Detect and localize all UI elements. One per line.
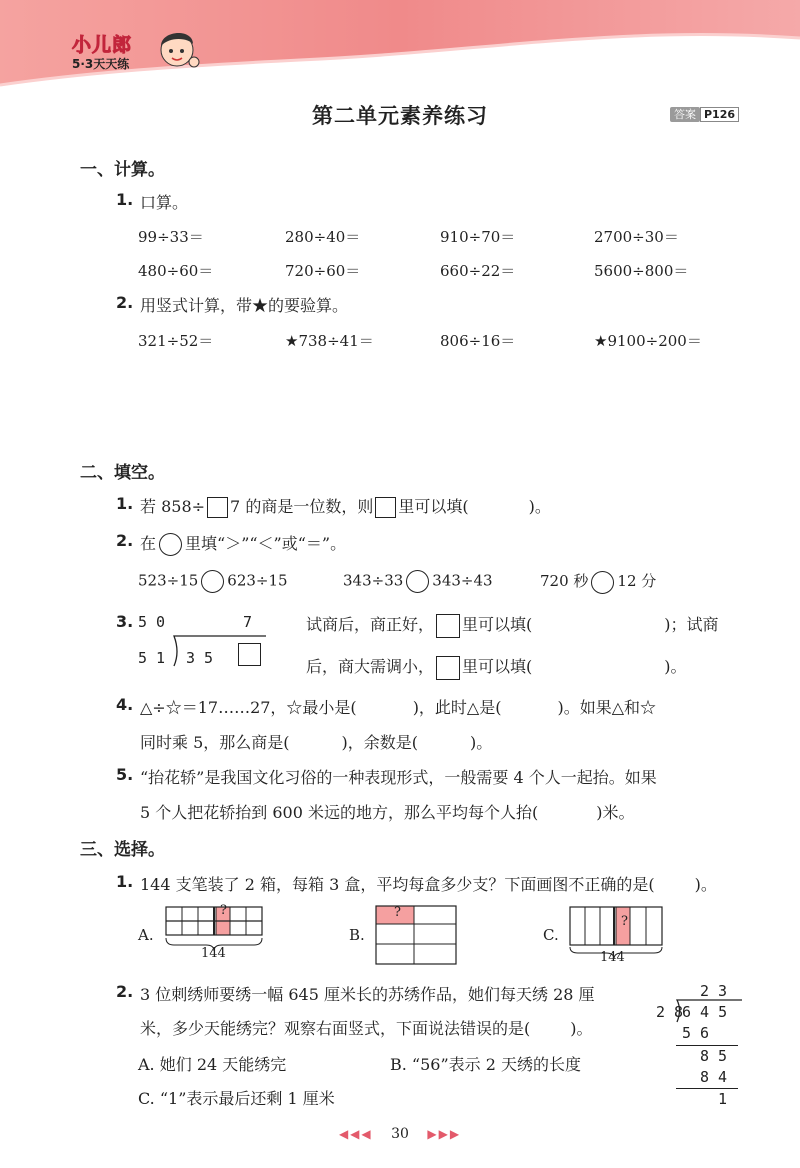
text-part: )，余数是( — [341, 733, 419, 752]
text-part: 里可以填( — [398, 497, 469, 516]
compare-circle[interactable] — [201, 570, 224, 593]
text-part: )。 — [570, 1019, 593, 1038]
ld2-line — [676, 1045, 738, 1046]
page-footer — [0, 1126, 800, 1142]
question-mark: ? — [621, 914, 628, 929]
ld2-remainder-1: 8 5 — [700, 1047, 728, 1065]
s2-q4-number: 4. — [116, 695, 134, 714]
ld-divisor: 5 1 — [138, 649, 166, 667]
oral-calc: 2700÷30＝ — [594, 228, 679, 246]
s2-q2-text — [140, 531, 346, 556]
compare-circle[interactable] — [406, 570, 429, 593]
text-part: 若 858÷ — [140, 497, 206, 516]
expr: 623÷15 — [227, 571, 288, 590]
s2-q5-line2 — [140, 800, 634, 823]
oral-calc: 5600÷800＝ — [594, 262, 689, 280]
text-part: )。 — [470, 733, 493, 752]
ld2-remainder-2: 1 — [718, 1090, 728, 1108]
ld-quotient-right: 7 — [243, 613, 253, 631]
s2-q4-line2 — [140, 730, 492, 753]
text-part: 米，多少天能绣完？观察右面竖式，下面说法错误的是( — [140, 1019, 531, 1038]
diagram-total: 144 — [201, 946, 226, 961]
expr: 523÷15 — [138, 571, 199, 590]
s1-q1-text: 口算。 — [140, 193, 189, 212]
s1-q2-text: 用竖式计算，带★的要验算。 — [140, 296, 349, 315]
blank-square — [375, 497, 396, 518]
logo-main: 小儿郎 — [72, 34, 133, 56]
oral-calc: 720÷60＝ — [285, 262, 361, 280]
text-part: )；试商 — [664, 615, 719, 634]
text-part: )，此时△是( — [412, 698, 502, 717]
s2-q4-line1 — [140, 695, 656, 718]
answer-label: 答案 — [670, 107, 700, 122]
answer-reference — [670, 106, 739, 122]
text-part: 里可以填( — [462, 657, 533, 676]
compare-item — [343, 570, 493, 593]
ld2-dividend: 6 4 5 — [682, 1003, 728, 1021]
section-3-title: 三、选择。 — [80, 840, 165, 860]
oral-calc: 280÷40＝ — [285, 228, 361, 246]
s3-q2-line2 — [140, 1016, 593, 1039]
expr: 720 秒 — [540, 572, 589, 590]
ld2-quotient: 2 3 — [700, 982, 728, 1000]
page-title: 第二单元素养练习 — [312, 104, 488, 128]
ld2-line — [676, 1088, 738, 1089]
text-part: 同时乘 5，那么商是( — [140, 733, 290, 752]
vertical-calc: 321÷52＝ — [138, 332, 214, 350]
s1-q2-number: 2. — [116, 293, 134, 312]
vertical-calc: ★9100÷200＝ — [594, 332, 702, 350]
next-arrows-icon: ▶▶▶ — [427, 1127, 462, 1141]
text-part: )。 — [694, 875, 717, 894]
section-1-title: 一、计算。 — [80, 160, 165, 180]
s3-q2-number: 2. — [116, 982, 134, 1001]
section-2-title: 二、填空。 — [80, 463, 165, 483]
s2-q3-line2 — [306, 654, 687, 680]
blank-square — [207, 497, 228, 518]
s3-q1-text — [140, 872, 717, 895]
option-b-diagram — [374, 904, 458, 966]
question-mark: ? — [394, 905, 401, 920]
oral-calc: 480÷60＝ — [138, 262, 214, 280]
option-a-label: A. — [138, 926, 154, 944]
ld2-subtract-2: 8 4 — [700, 1068, 728, 1086]
text-part: 里可以填( — [462, 615, 533, 634]
text-part: )米。 — [596, 803, 635, 822]
text-part: )。如果△和☆ — [557, 698, 657, 717]
logo — [72, 30, 132, 72]
text-part: 里填“＞”“＜”或“＝”。 — [185, 534, 347, 553]
ld2-subtract-1: 5 6 — [682, 1024, 710, 1042]
ld-dividend: 3 5 — [186, 649, 214, 667]
option-b[interactable]: B. “56”表示 2 天绣的长度 — [390, 1055, 582, 1074]
s2-q5-number: 5. — [116, 765, 134, 784]
compare-circle[interactable] — [591, 571, 614, 594]
text-part: )。 — [528, 497, 551, 516]
text-part: 在 — [140, 534, 157, 553]
answer-page: P126 — [700, 107, 739, 122]
text-part: 7 的商是一位数，则 — [230, 497, 374, 516]
expr: 343÷33 — [343, 571, 404, 590]
s3-q1-number: 1. — [116, 872, 134, 891]
text-part: 后，商大需调小， — [306, 657, 435, 676]
s2-q3-number: 3. — [116, 612, 134, 631]
option-b-label: B. — [349, 926, 365, 944]
s2-q2-number: 2. — [116, 531, 134, 550]
oral-calc: 99÷33＝ — [138, 228, 204, 246]
oral-calc: 910÷70＝ — [440, 228, 516, 246]
option-c[interactable]: C. “1”表示最后还剩 1 厘米 — [138, 1089, 335, 1108]
s3-q2-line1: 3 位刺绣师要绣一幅 645 厘米长的苏绣作品，她们每天绣 28 厘 — [140, 985, 595, 1004]
s1-q1-number: 1. — [116, 190, 134, 209]
prev-arrows-icon: ◀◀◀ — [338, 1127, 373, 1141]
expr: 12 分 — [617, 572, 657, 590]
vertical-calc: ★738÷41＝ — [285, 332, 374, 350]
s2-q1-text — [140, 494, 551, 518]
s2-q3-line1 — [306, 612, 719, 638]
s2-q1-number: 1. — [116, 494, 134, 513]
logo-sub: 5·3天天练 — [72, 57, 130, 71]
blank-square — [436, 656, 460, 680]
diagram-total: 144 — [600, 950, 625, 965]
s2-q5-line1: “抬花轿”是我国文化习俗的一种表现形式，一般需要 4 个人一起抬。如果 — [140, 768, 657, 787]
vertical-calc: 806÷16＝ — [440, 332, 516, 350]
question-mark: ? — [220, 903, 227, 918]
page-number: 30 — [391, 1126, 409, 1142]
oral-calc: 660÷22＝ — [440, 262, 516, 280]
ld2-divisor: 2 8 — [656, 1003, 684, 1021]
option-c-label: C. — [543, 926, 559, 944]
compare-item — [138, 570, 288, 593]
text-part: 5 个人把花轿抬到 600 米远的地方，那么平均每个人抬( — [140, 803, 539, 822]
blank-square — [436, 614, 460, 638]
compare-circle — [159, 533, 182, 556]
expr: 343÷43 — [432, 571, 493, 590]
text-part: 试商后，商正好， — [306, 615, 435, 634]
compare-item — [540, 570, 656, 594]
text-part: △÷☆＝17……27，☆最小是( — [140, 698, 357, 717]
text-part: 144 支笔装了 2 箱，每箱 3 盒，平均每盒多少支？下面画图不正确的是( — [140, 875, 655, 894]
ld-quotient-left: 5 0 — [138, 613, 166, 631]
option-a[interactable]: A. 她们 24 天能绣完 — [138, 1055, 287, 1074]
blank-square — [238, 643, 261, 666]
text-part: )。 — [664, 657, 687, 676]
